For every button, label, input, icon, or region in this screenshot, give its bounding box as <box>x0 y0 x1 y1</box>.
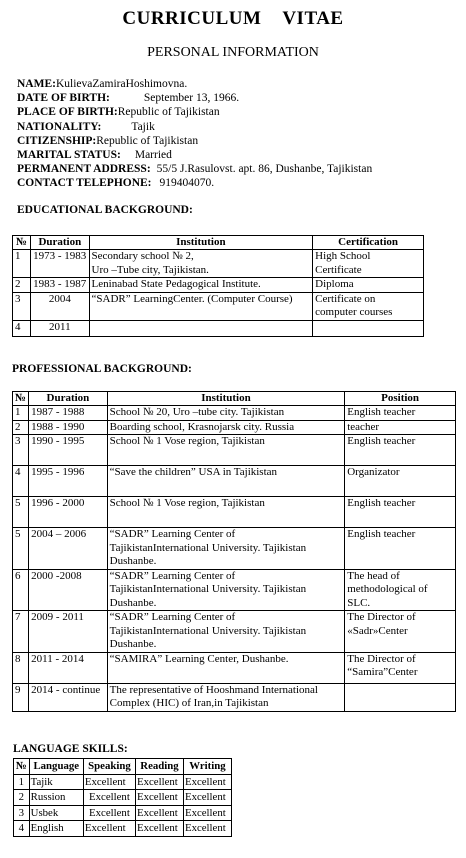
table-row <box>13 435 456 466</box>
writing-cell: Excellent <box>183 774 231 790</box>
personal-info-heading: PERSONAL INFORMATION <box>147 45 319 60</box>
duration-cell: 1996 - 2000 <box>29 497 108 528</box>
name-label: NAME: <box>17 78 56 90</box>
col-header-institution: Institution <box>89 236 313 250</box>
col-header-no: № <box>13 392 29 406</box>
institution-cell <box>89 250 313 278</box>
professional-heading: PROFESSIONAL BACKGROUND: <box>12 363 192 375</box>
institution-cell <box>89 278 313 293</box>
cell-line: English teacher <box>347 497 416 509</box>
table-row <box>13 292 424 320</box>
duration-cell: 1990 - 1995 <box>29 435 108 466</box>
address-label: PERMANENT ADDRESS: <box>17 163 151 176</box>
col-header-no: № <box>14 759 30 775</box>
cell-line: SLC. <box>347 596 371 609</box>
cell-line: English teacher <box>347 406 416 418</box>
row-number: 5 <box>13 497 29 528</box>
col-header-certification: Certification <box>313 236 424 250</box>
duration-cell: 2004 – 2006 <box>29 528 108 570</box>
col-header-speaking: Speaking <box>83 759 135 775</box>
education-table <box>12 235 424 337</box>
writing-cell: Excellent <box>183 805 231 821</box>
institution-cell <box>107 435 345 466</box>
duration-cell: 1987 - 1988 <box>29 406 108 421</box>
duration-cell: 2009 - 2011 <box>29 611 108 653</box>
speaking-cell: Excellent <box>83 805 135 821</box>
certification-cell <box>313 250 424 278</box>
nationality-value: Tajik <box>131 120 155 133</box>
duration-cell: 2004 <box>31 292 89 320</box>
duration-cell: 2011 <box>31 320 89 336</box>
row-number: 7 <box>13 611 29 653</box>
marital-label: MARITAL STATUS: <box>17 149 121 162</box>
name-row <box>17 77 372 91</box>
table-header-row <box>14 759 232 775</box>
language-cell: Usbek <box>29 805 83 821</box>
row-number: 3 <box>13 435 29 466</box>
cell-line: “SADR” Learning Center of <box>109 528 236 540</box>
reading-cell: Excellent <box>136 774 184 790</box>
col-header-no: № <box>13 236 31 250</box>
position-cell <box>345 466 456 497</box>
table-row <box>13 611 456 653</box>
row-number: 4 <box>14 821 30 837</box>
certification-cell <box>313 320 424 336</box>
row-number: 6 <box>13 569 29 611</box>
cell-line: “SADR” Learning Center of <box>109 569 236 582</box>
row-number: 2 <box>13 420 29 435</box>
position-cell <box>345 528 456 570</box>
table-row <box>14 821 232 837</box>
row-number: 2 <box>13 278 31 293</box>
duration-cell: 1988 - 1990 <box>29 420 108 435</box>
table-row <box>14 774 232 790</box>
table-row <box>13 652 456 683</box>
table-header-row <box>13 236 424 250</box>
col-header-position: Position <box>345 392 456 406</box>
col-header-language: Language <box>29 759 83 775</box>
table-row <box>13 569 456 611</box>
cell-line: Dushanbe. <box>109 638 157 650</box>
col-header-writing: Writing <box>183 759 231 775</box>
reading-cell: Excellent <box>136 790 184 806</box>
dob-row <box>17 91 372 105</box>
language-table <box>13 758 232 837</box>
institution-cell <box>107 406 345 421</box>
pob-label: PLACE OF BIRTH: <box>17 106 118 119</box>
pob-row <box>17 105 372 119</box>
cell-line: Complex (HIC) of Iran,in Tajikistan <box>109 697 269 709</box>
institution-cell <box>107 652 345 683</box>
writing-cell: Excellent <box>183 790 231 806</box>
duration-cell: 2000 -2008 <box>29 569 108 611</box>
cell-line: computer courses <box>315 306 393 318</box>
institution-cell <box>107 569 345 611</box>
cell-line: “SADR” LearningCenter. (Computer Course) <box>91 292 293 305</box>
table-row <box>13 406 456 421</box>
table-row <box>13 466 456 497</box>
cell-line: Dushanbe. <box>109 555 157 567</box>
row-number: 4 <box>13 466 29 497</box>
cell-line: methodological of <box>347 583 428 595</box>
cell-line: teacher <box>347 420 379 433</box>
cell-line: “Samira”Center <box>347 666 418 678</box>
nationality-row <box>17 120 372 134</box>
certification-cell <box>313 278 424 293</box>
institution-cell <box>107 497 345 528</box>
institution-cell <box>107 611 345 653</box>
row-number: 1 <box>14 774 30 790</box>
col-header-duration: Duration <box>31 236 89 250</box>
citizenship-label: CITIZENSHIP: <box>17 134 97 147</box>
education-heading: EDUCATIONAL BACKGROUND: <box>17 204 193 216</box>
table-row <box>13 497 456 528</box>
row-number: 1 <box>13 406 29 421</box>
position-cell <box>345 435 456 466</box>
institution-cell <box>89 292 313 320</box>
telephone-value: 919404070. <box>159 177 215 190</box>
writing-cell: Excellent <box>183 821 231 837</box>
speaking-cell: Excellent <box>83 790 135 806</box>
institution-cell <box>107 466 345 497</box>
cell-line: “SAMIRA” Learning Center, Dushanbe. <box>109 652 289 665</box>
col-header-reading: Reading <box>136 759 184 775</box>
cell-line: «Sadr»Center <box>347 624 408 637</box>
cell-line: Uro –Tube city, Tajikistan. <box>91 263 209 276</box>
reading-cell: Excellent <box>136 805 184 821</box>
cell-line: Dushanbe. <box>109 596 157 609</box>
cell-line: Diploma <box>315 278 354 290</box>
cell-line: TajikistanInternational University. Tajikistan <box>109 541 307 554</box>
page-title: CURRICULUM VITAE <box>122 8 344 29</box>
cell-line: School № 1 Vose region, Tajikistan <box>109 435 265 447</box>
position-cell <box>345 420 456 435</box>
cell-line: TajikistanInternational University. Tajikistan <box>109 624 307 637</box>
institution-cell <box>89 320 313 336</box>
col-header-duration: Duration <box>29 392 108 406</box>
table-row <box>13 683 456 711</box>
row-number: 3 <box>13 292 31 320</box>
institution-cell <box>107 528 345 570</box>
institution-cell <box>107 683 345 711</box>
position-cell <box>345 406 456 421</box>
cell-line: The head of <box>347 569 400 582</box>
position-cell <box>345 611 456 653</box>
personal-info <box>17 77 372 191</box>
nationality-label: NATIONALITY: <box>17 120 102 133</box>
cell-line: School № 20, Uro –tube city. Tajikistan <box>109 406 285 418</box>
duration-cell: 1983 - 1987 <box>31 278 89 293</box>
certification-cell <box>313 292 424 320</box>
cell-line: Boarding school, Krasnojarsk city. Russia <box>109 420 295 433</box>
cell-line: The representative of Hooshmand International <box>109 683 318 696</box>
cell-line: Secondary school № 2, <box>91 250 194 262</box>
citizenship-value: Republic of Tajikistan <box>96 134 199 147</box>
dob-value: September 13, 1966. <box>143 92 240 105</box>
speaking-cell: Excellent <box>83 774 135 790</box>
cell-line: English teacher <box>347 435 416 447</box>
cell-line: The Director of <box>347 611 416 623</box>
row-number: 9 <box>13 683 29 711</box>
cell-line: Certificate on <box>315 292 376 305</box>
table-row <box>13 278 424 293</box>
position-cell <box>345 497 456 528</box>
table-row <box>13 420 456 435</box>
table-row <box>14 790 232 806</box>
marital-row <box>17 148 372 162</box>
telephone-row <box>17 176 372 190</box>
cell-line: “SADR” Learning Center of <box>109 611 236 623</box>
language-cell: Tajik <box>29 774 83 790</box>
cell-line: Leninabad State Pedagogical Institute. <box>91 278 261 290</box>
row-number: 1 <box>13 250 31 278</box>
position-cell <box>345 652 456 683</box>
citizenship-row <box>17 134 372 148</box>
row-number: 5 <box>13 528 29 570</box>
cell-line: School № 1 Vose region, Tajikistan <box>109 497 265 509</box>
telephone-label: CONTACT TELEPHONE: <box>17 177 152 190</box>
table-row <box>14 805 232 821</box>
duration-cell: 1973 - 1983 <box>31 250 89 278</box>
dob-label: DATE OF BIRTH: <box>17 92 110 105</box>
position-cell <box>345 569 456 611</box>
speaking-cell: Excellent <box>83 821 135 837</box>
reading-cell: Excellent <box>136 821 184 837</box>
pob-value: Republic of Tajikistan <box>117 106 220 119</box>
cell-line: High School <box>315 250 371 262</box>
position-cell <box>345 683 456 711</box>
institution-cell <box>107 420 345 435</box>
row-number: 2 <box>14 790 30 806</box>
cell-line: Certificate <box>315 263 362 276</box>
duration-cell: 1995 - 1996 <box>29 466 108 497</box>
address-value: 55/5 J.Rasulovst. apt. 86, Dushanbe, Tajikistan <box>156 163 373 176</box>
row-number: 4 <box>13 320 31 336</box>
cell-line: The Director of <box>347 652 416 665</box>
cell-line: Organizator <box>347 466 400 478</box>
duration-cell: 2014 - continue <box>29 683 108 711</box>
address-row <box>17 162 372 176</box>
col-header-institution: Institution <box>107 392 345 406</box>
row-number: 3 <box>14 805 30 821</box>
cell-line: TajikistanInternational University. Tajikistan <box>109 583 307 595</box>
table-row <box>13 320 424 336</box>
table-header-row <box>13 392 456 406</box>
row-number: 8 <box>13 652 29 683</box>
professional-table <box>12 391 456 712</box>
language-heading: LANGUAGE SKILLS: <box>13 743 128 755</box>
cell-line: English teacher <box>347 528 416 540</box>
name-value: KulievaZamiraHoshimovna. <box>55 78 188 90</box>
marital-value: Married <box>134 149 172 162</box>
duration-cell: 2011 - 2014 <box>29 652 108 683</box>
table-row <box>13 250 424 278</box>
cell-line: “Save the children” USA in Tajikistan <box>109 466 278 478</box>
language-cell: English <box>29 821 83 837</box>
language-cell: Russion <box>29 790 83 806</box>
table-row <box>13 528 456 570</box>
